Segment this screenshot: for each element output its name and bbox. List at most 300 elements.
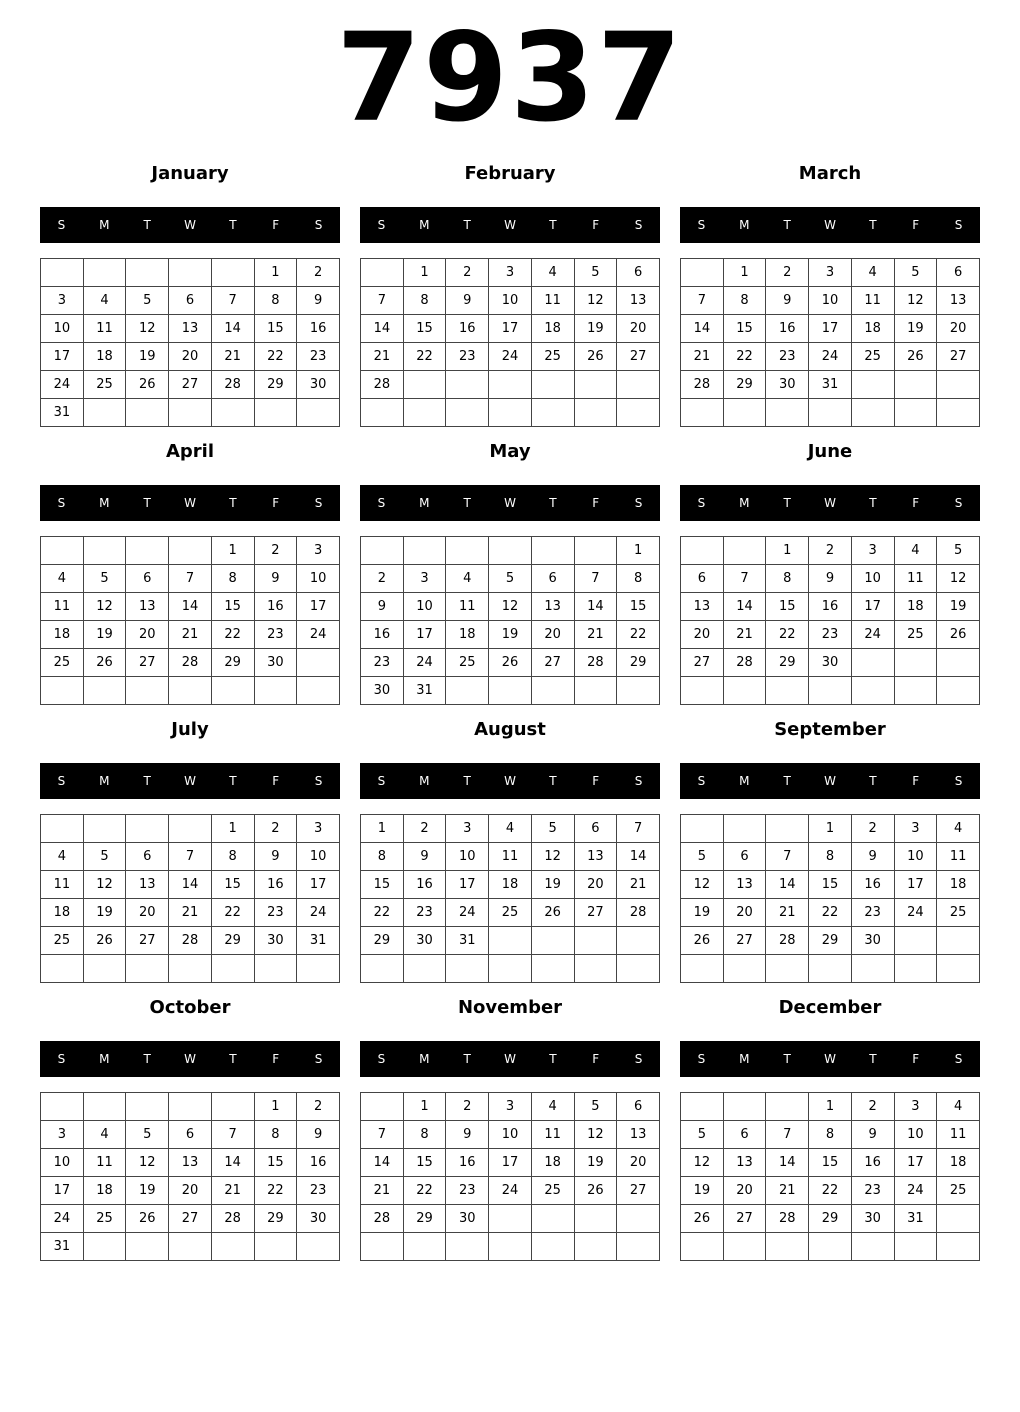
day-cell: 9 — [851, 1121, 894, 1149]
day-grid — [40, 1092, 340, 1261]
day-cell — [766, 815, 809, 843]
day-cell: 28 — [211, 1205, 254, 1233]
weekday-header: S — [954, 496, 963, 510]
day-cell: 1 — [809, 815, 852, 843]
day-cell — [766, 1093, 809, 1121]
day-cell: 13 — [126, 871, 169, 899]
day-cell: 13 — [723, 1149, 766, 1177]
day-cell: 9 — [446, 287, 489, 315]
weekday-header: T — [869, 218, 877, 232]
day-cell: 16 — [446, 1149, 489, 1177]
day-cell: 12 — [574, 287, 617, 315]
week-row — [41, 537, 340, 565]
day-cell: 16 — [809, 593, 852, 621]
day-cell: 29 — [211, 927, 254, 955]
day-cell: 1 — [403, 259, 446, 287]
day-cell: 10 — [41, 1149, 84, 1177]
day-cell: 11 — [446, 593, 489, 621]
weekday-header: W — [504, 218, 516, 232]
day-cell — [617, 955, 660, 983]
week-row — [41, 815, 340, 843]
week-row — [361, 815, 660, 843]
day-cell: 25 — [851, 343, 894, 371]
day-cell: 26 — [574, 1177, 617, 1205]
day-cell — [574, 371, 617, 399]
day-cell: 28 — [723, 649, 766, 677]
day-cell: 5 — [126, 287, 169, 315]
weekday-header: T — [463, 774, 471, 788]
week-row — [361, 871, 660, 899]
day-cell: 6 — [617, 259, 660, 287]
day-cell: 3 — [403, 565, 446, 593]
day-cell — [681, 815, 724, 843]
day-cell: 1 — [211, 537, 254, 565]
day-cell: 3 — [41, 1121, 84, 1149]
day-cell — [169, 955, 212, 983]
day-cell — [446, 537, 489, 565]
day-cell: 21 — [361, 343, 404, 371]
day-cell — [41, 537, 84, 565]
day-cell — [254, 677, 297, 705]
day-cell — [531, 1205, 574, 1233]
day-cell — [41, 259, 84, 287]
week-row — [681, 955, 980, 983]
day-cell: 18 — [83, 343, 126, 371]
day-cell: 4 — [894, 537, 937, 565]
day-cell: 20 — [169, 1177, 212, 1205]
day-cell — [531, 955, 574, 983]
week-row — [681, 899, 980, 927]
day-cell: 25 — [41, 927, 84, 955]
day-cell — [211, 1233, 254, 1261]
day-cell: 30 — [851, 1205, 894, 1233]
day-cell: 13 — [574, 843, 617, 871]
day-cell: 16 — [446, 315, 489, 343]
day-cell — [169, 1233, 212, 1261]
day-cell: 7 — [361, 1121, 404, 1149]
day-cell — [211, 259, 254, 287]
weekday-header: M — [419, 218, 430, 232]
day-cell: 20 — [126, 621, 169, 649]
day-cell: 15 — [211, 871, 254, 899]
day-cell: 16 — [361, 621, 404, 649]
day-cell — [297, 677, 340, 705]
week-row — [681, 1177, 980, 1205]
day-cell — [531, 537, 574, 565]
weekday-header: S — [314, 496, 323, 510]
day-cell: 3 — [297, 815, 340, 843]
weekday-header: F — [272, 774, 280, 788]
week-row — [41, 287, 340, 315]
day-cell — [531, 927, 574, 955]
day-cell: 27 — [723, 1205, 766, 1233]
day-cell: 17 — [489, 1149, 532, 1177]
day-cell — [681, 677, 724, 705]
day-cell — [681, 259, 724, 287]
day-cell: 15 — [361, 871, 404, 899]
day-cell: 31 — [894, 1205, 937, 1233]
day-cell: 22 — [403, 343, 446, 371]
week-row — [681, 1233, 980, 1261]
day-cell: 15 — [211, 593, 254, 621]
day-cell: 4 — [531, 1093, 574, 1121]
weekday-header-row — [40, 485, 340, 521]
day-cell — [681, 1093, 724, 1121]
day-cell: 26 — [681, 927, 724, 955]
weekday-header: F — [592, 1052, 600, 1066]
day-cell: 6 — [126, 565, 169, 593]
day-cell: 27 — [617, 343, 660, 371]
day-cell: 19 — [83, 899, 126, 927]
week-row — [681, 649, 980, 677]
day-cell — [169, 537, 212, 565]
day-cell: 9 — [446, 1121, 489, 1149]
day-cell: 18 — [41, 621, 84, 649]
day-cell — [446, 677, 489, 705]
day-cell: 20 — [617, 1149, 660, 1177]
weekday-header: F — [912, 1052, 920, 1066]
day-cell — [83, 677, 126, 705]
day-cell: 5 — [681, 1121, 724, 1149]
day-cell: 7 — [169, 565, 212, 593]
day-cell: 30 — [851, 927, 894, 955]
day-cell — [489, 1233, 532, 1261]
day-cell: 29 — [809, 1205, 852, 1233]
weekday-header: S — [954, 1052, 963, 1066]
weekday-header: W — [504, 1052, 516, 1066]
week-row — [361, 899, 660, 927]
day-cell: 27 — [169, 371, 212, 399]
day-cell — [489, 537, 532, 565]
day-cell: 28 — [574, 649, 617, 677]
day-cell: 15 — [809, 871, 852, 899]
weekday-header: S — [314, 774, 323, 788]
day-cell: 22 — [809, 899, 852, 927]
weekday-header-row — [680, 1041, 980, 1077]
day-cell — [169, 677, 212, 705]
day-cell: 5 — [937, 537, 980, 565]
day-cell: 4 — [41, 843, 84, 871]
day-cell: 21 — [169, 621, 212, 649]
week-row — [41, 399, 340, 427]
day-cell: 27 — [617, 1177, 660, 1205]
day-cell: 2 — [297, 259, 340, 287]
day-cell: 20 — [723, 899, 766, 927]
day-cell: 23 — [851, 1177, 894, 1205]
weekday-header-row — [40, 1041, 340, 1077]
year-title: 7937 — [336, 7, 684, 149]
day-cell: 4 — [489, 815, 532, 843]
weekday-header: S — [314, 1052, 323, 1066]
week-row — [681, 871, 980, 899]
day-cell: 1 — [403, 1093, 446, 1121]
day-cell: 8 — [211, 843, 254, 871]
day-cell: 11 — [531, 1121, 574, 1149]
day-cell — [169, 259, 212, 287]
month-name: November — [457, 997, 563, 1018]
day-cell: 24 — [489, 1177, 532, 1205]
day-cell: 3 — [41, 287, 84, 315]
day-cell: 8 — [809, 843, 852, 871]
day-cell: 8 — [766, 565, 809, 593]
weekday-header: S — [634, 218, 643, 232]
day-cell: 13 — [681, 593, 724, 621]
weekday-header: S — [697, 1052, 706, 1066]
day-cell: 12 — [681, 1149, 724, 1177]
day-cell: 17 — [809, 315, 852, 343]
day-cell: 17 — [894, 1149, 937, 1177]
day-cell: 17 — [41, 343, 84, 371]
day-cell: 10 — [297, 843, 340, 871]
day-cell — [83, 259, 126, 287]
day-cell: 22 — [403, 1177, 446, 1205]
day-cell: 7 — [361, 287, 404, 315]
day-cell: 17 — [297, 593, 340, 621]
day-cell — [403, 399, 446, 427]
day-cell: 20 — [574, 871, 617, 899]
day-cell: 22 — [809, 1177, 852, 1205]
day-cell: 9 — [297, 1121, 340, 1149]
day-cell: 20 — [531, 621, 574, 649]
day-cell: 26 — [126, 371, 169, 399]
day-cell: 22 — [254, 343, 297, 371]
weekday-header: T — [869, 774, 877, 788]
day-cell: 10 — [851, 565, 894, 593]
weekday-header: S — [314, 218, 323, 232]
day-cell — [809, 677, 852, 705]
day-cell: 23 — [809, 621, 852, 649]
day-cell: 27 — [723, 927, 766, 955]
day-cell — [681, 1233, 724, 1261]
day-cell: 22 — [617, 621, 660, 649]
day-grid — [360, 1092, 660, 1261]
day-cell — [361, 955, 404, 983]
day-cell — [617, 927, 660, 955]
day-cell — [937, 955, 980, 983]
day-cell: 21 — [723, 621, 766, 649]
day-cell: 18 — [83, 1177, 126, 1205]
week-row — [41, 621, 340, 649]
day-cell: 8 — [723, 287, 766, 315]
weekday-header-row — [40, 763, 340, 799]
weekday-header: T — [869, 1052, 877, 1066]
day-cell: 25 — [531, 1177, 574, 1205]
weekday-header: M — [739, 774, 750, 788]
day-cell — [809, 955, 852, 983]
day-cell — [851, 955, 894, 983]
week-row — [361, 565, 660, 593]
weekday-header: T — [229, 496, 237, 510]
day-cell — [126, 399, 169, 427]
day-cell: 25 — [937, 899, 980, 927]
day-cell: 14 — [681, 315, 724, 343]
day-cell: 23 — [851, 899, 894, 927]
day-cell — [574, 927, 617, 955]
day-cell — [361, 399, 404, 427]
week-row — [41, 371, 340, 399]
day-cell — [937, 399, 980, 427]
day-cell: 30 — [446, 1205, 489, 1233]
day-cell: 18 — [531, 315, 574, 343]
day-cell — [126, 259, 169, 287]
week-row — [41, 1149, 340, 1177]
week-row — [681, 1205, 980, 1233]
day-cell — [489, 371, 532, 399]
day-cell: 31 — [446, 927, 489, 955]
week-row — [41, 649, 340, 677]
day-cell — [809, 1233, 852, 1261]
day-cell — [211, 1093, 254, 1121]
day-cell: 11 — [41, 593, 84, 621]
day-cell: 19 — [83, 621, 126, 649]
day-cell: 22 — [211, 621, 254, 649]
month-name: August — [474, 719, 546, 740]
day-cell: 7 — [211, 287, 254, 315]
weekday-header: T — [869, 496, 877, 510]
day-cell: 18 — [851, 315, 894, 343]
day-cell — [211, 955, 254, 983]
day-cell: 27 — [126, 927, 169, 955]
day-cell: 21 — [169, 899, 212, 927]
day-cell: 31 — [41, 1233, 84, 1261]
day-cell: 22 — [254, 1177, 297, 1205]
weekday-header: S — [697, 774, 706, 788]
day-grid — [360, 258, 660, 427]
day-cell — [574, 677, 617, 705]
day-cell — [574, 955, 617, 983]
day-cell — [851, 649, 894, 677]
day-cell: 2 — [254, 537, 297, 565]
weekday-header: T — [463, 218, 471, 232]
weekday-header: W — [184, 218, 196, 232]
day-cell: 9 — [809, 565, 852, 593]
day-cell — [574, 1205, 617, 1233]
weekday-header: S — [954, 774, 963, 788]
day-cell — [403, 955, 446, 983]
day-cell: 31 — [403, 677, 446, 705]
weekday-header: M — [419, 496, 430, 510]
weekday-header-row — [360, 1041, 660, 1077]
week-row — [41, 1177, 340, 1205]
day-cell: 12 — [83, 593, 126, 621]
week-row — [361, 315, 660, 343]
day-cell: 2 — [361, 565, 404, 593]
day-cell — [937, 1233, 980, 1261]
day-cell — [126, 537, 169, 565]
day-cell: 28 — [361, 371, 404, 399]
month-name: July — [171, 719, 209, 740]
week-row — [361, 399, 660, 427]
day-cell: 12 — [126, 1149, 169, 1177]
day-cell: 1 — [809, 1093, 852, 1121]
day-cell — [723, 399, 766, 427]
day-cell: 21 — [766, 1177, 809, 1205]
day-cell — [617, 399, 660, 427]
day-cell: 14 — [169, 871, 212, 899]
day-cell: 2 — [851, 1093, 894, 1121]
day-cell: 14 — [766, 1149, 809, 1177]
day-cell: 16 — [851, 1149, 894, 1177]
day-cell: 24 — [403, 649, 446, 677]
day-cell: 23 — [361, 649, 404, 677]
day-cell: 8 — [809, 1121, 852, 1149]
day-cell: 9 — [403, 843, 446, 871]
week-row — [41, 871, 340, 899]
day-cell: 29 — [254, 1205, 297, 1233]
day-cell: 21 — [211, 1177, 254, 1205]
weekday-header-row — [360, 763, 660, 799]
day-cell: 10 — [489, 287, 532, 315]
week-row — [361, 677, 660, 705]
day-cell: 19 — [489, 621, 532, 649]
month-name: September — [774, 719, 886, 740]
day-cell: 21 — [211, 343, 254, 371]
day-cell: 24 — [894, 1177, 937, 1205]
day-cell: 3 — [446, 815, 489, 843]
day-cell: 22 — [361, 899, 404, 927]
weekday-header: T — [229, 218, 237, 232]
day-cell: 1 — [361, 815, 404, 843]
day-cell: 26 — [937, 621, 980, 649]
week-row — [361, 1177, 660, 1205]
day-cell — [254, 955, 297, 983]
day-cell: 28 — [169, 649, 212, 677]
weekday-header-row — [680, 763, 980, 799]
day-cell: 12 — [894, 287, 937, 315]
day-cell: 31 — [41, 399, 84, 427]
day-cell — [169, 815, 212, 843]
weekday-header: T — [783, 774, 791, 788]
weekday-header: T — [463, 496, 471, 510]
day-cell — [403, 537, 446, 565]
day-cell — [681, 399, 724, 427]
day-cell: 2 — [766, 259, 809, 287]
day-cell: 4 — [83, 287, 126, 315]
day-cell: 26 — [681, 1205, 724, 1233]
day-cell: 14 — [361, 1149, 404, 1177]
weekday-header: W — [824, 218, 836, 232]
day-cell: 12 — [489, 593, 532, 621]
day-cell: 6 — [681, 565, 724, 593]
weekday-header-row — [680, 485, 980, 521]
weekday-header: T — [783, 496, 791, 510]
day-cell — [489, 399, 532, 427]
day-cell: 14 — [211, 315, 254, 343]
day-cell: 18 — [937, 1149, 980, 1177]
day-cell — [41, 955, 84, 983]
weekday-header-row — [40, 207, 340, 243]
day-cell: 19 — [894, 315, 937, 343]
day-cell: 7 — [211, 1121, 254, 1149]
week-row — [361, 371, 660, 399]
day-cell: 20 — [617, 315, 660, 343]
day-cell: 1 — [254, 1093, 297, 1121]
day-cell: 18 — [446, 621, 489, 649]
day-cell: 5 — [83, 565, 126, 593]
day-cell: 23 — [446, 1177, 489, 1205]
day-cell: 7 — [617, 815, 660, 843]
week-row — [41, 1121, 340, 1149]
day-cell: 13 — [169, 1149, 212, 1177]
day-cell: 7 — [169, 843, 212, 871]
day-cell: 20 — [126, 899, 169, 927]
day-cell: 5 — [489, 565, 532, 593]
day-cell — [254, 1233, 297, 1261]
day-cell — [766, 955, 809, 983]
day-cell: 17 — [446, 871, 489, 899]
weekday-header: M — [739, 218, 750, 232]
weekday-header: T — [143, 496, 151, 510]
